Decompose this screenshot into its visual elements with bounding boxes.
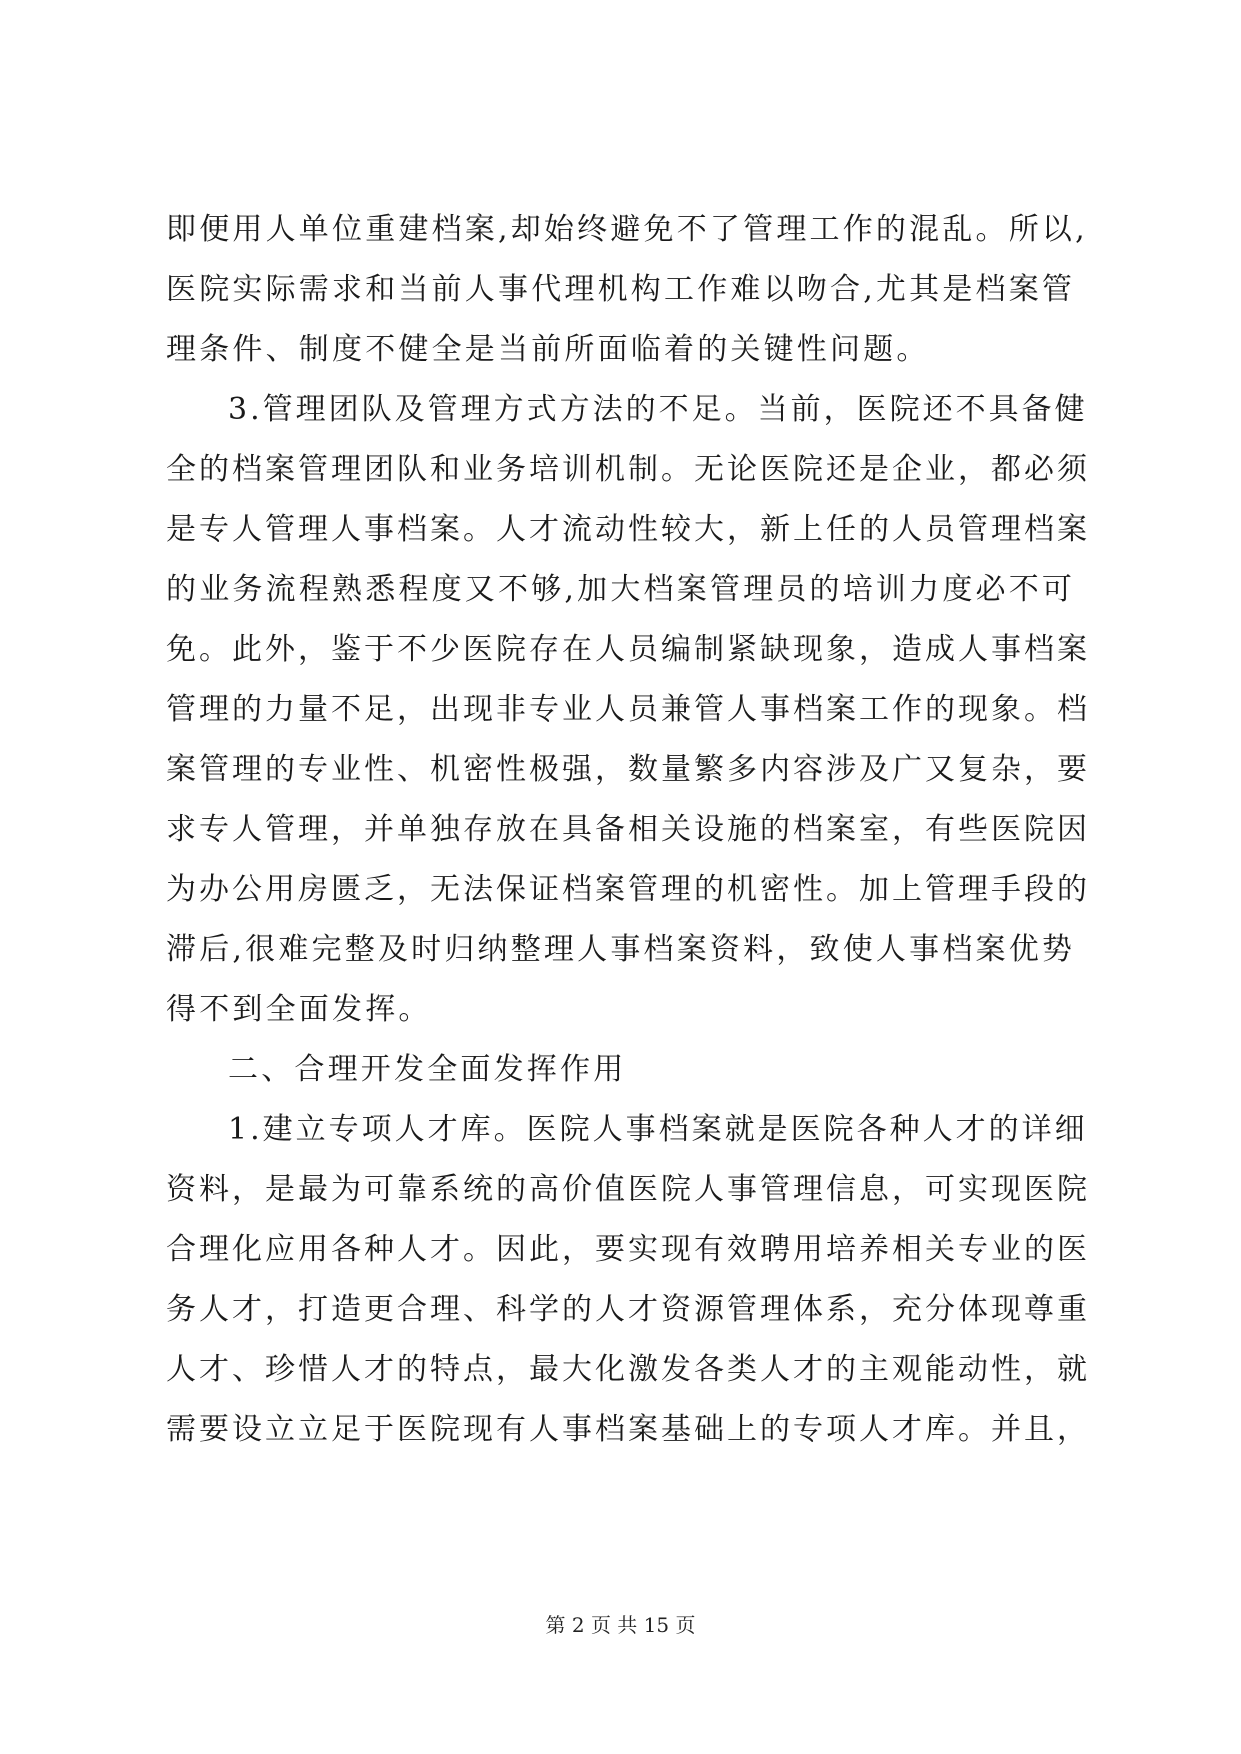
- text-line: 3.管理团队及管理方式方法的不足。当前，医院还不具备健: [228, 392, 1088, 427]
- text-line: 得不到全面发挥。: [166, 992, 432, 1027]
- page-footer: [0, 1610, 1241, 1640]
- text-line: 理条件、制度不健全是当前所面临着的关键性问题。: [166, 332, 930, 367]
- text-line: 1.建立专项人才库。医院人事档案就是医院各种人才的详细: [228, 1112, 1088, 1147]
- text-line: 管理的力量不足，出现非专业人员兼管人事档案工作的现象。档: [166, 692, 1090, 727]
- text-line: 人才、珍惜人才的特点，最大化激发各类人才的主观能动性，就: [166, 1352, 1090, 1387]
- text-line: 务人才，打造更合理、科学的人才资源管理体系，充分体现尊重: [166, 1292, 1090, 1327]
- text-line: 求专人管理，并单独存放在具备相关设施的档案室，有些医院因: [166, 812, 1090, 847]
- text-line: 为办公用房匮乏，无法保证档案管理的机密性。加上管理手段的: [166, 872, 1090, 907]
- text-line: 合理化应用各种人才。因此，要实现有效聘用培养相关专业的医: [166, 1232, 1090, 1267]
- body-text: [166, 200, 1090, 1460]
- text-line: 免。此外，鉴于不少医院存在人员编制紧缺现象，造成人事档案: [166, 632, 1090, 667]
- text-line: 需要设立立足于医院现有人事档案基础上的专项人才库。并且，: [166, 1412, 1090, 1447]
- page-number-label: 第 2 页 共 15 页: [545, 1613, 696, 1637]
- section-heading: 二、合理开发全面发挥作用: [228, 1052, 627, 1087]
- text-line: 即便用人单位重建档案,却始终避免不了管理工作的混乱。所以,: [166, 212, 1088, 247]
- text-line: 滞后,很难完整及时归纳整理人事档案资料，致使人事档案优势: [166, 932, 1076, 967]
- text-line: 医院实际需求和当前人事代理机构工作难以吻合,尤其是档案管: [166, 272, 1076, 307]
- text-line: 案管理的专业性、机密性极强，数量繁多内容涉及广又复杂，要: [166, 752, 1090, 787]
- text-line: 资料，是最为可靠系统的高价值医院人事管理信息，可实现医院: [166, 1172, 1090, 1207]
- text-line: 的业务流程熟悉程度又不够,加大档案管理员的培训力度必不可: [166, 572, 1076, 607]
- text-line: 是专人管理人事档案。人才流动性较大，新上任的人员管理档案: [166, 512, 1090, 547]
- text-line: 全的档案管理团队和业务培训机制。无论医院还是企业，都必须: [166, 452, 1090, 487]
